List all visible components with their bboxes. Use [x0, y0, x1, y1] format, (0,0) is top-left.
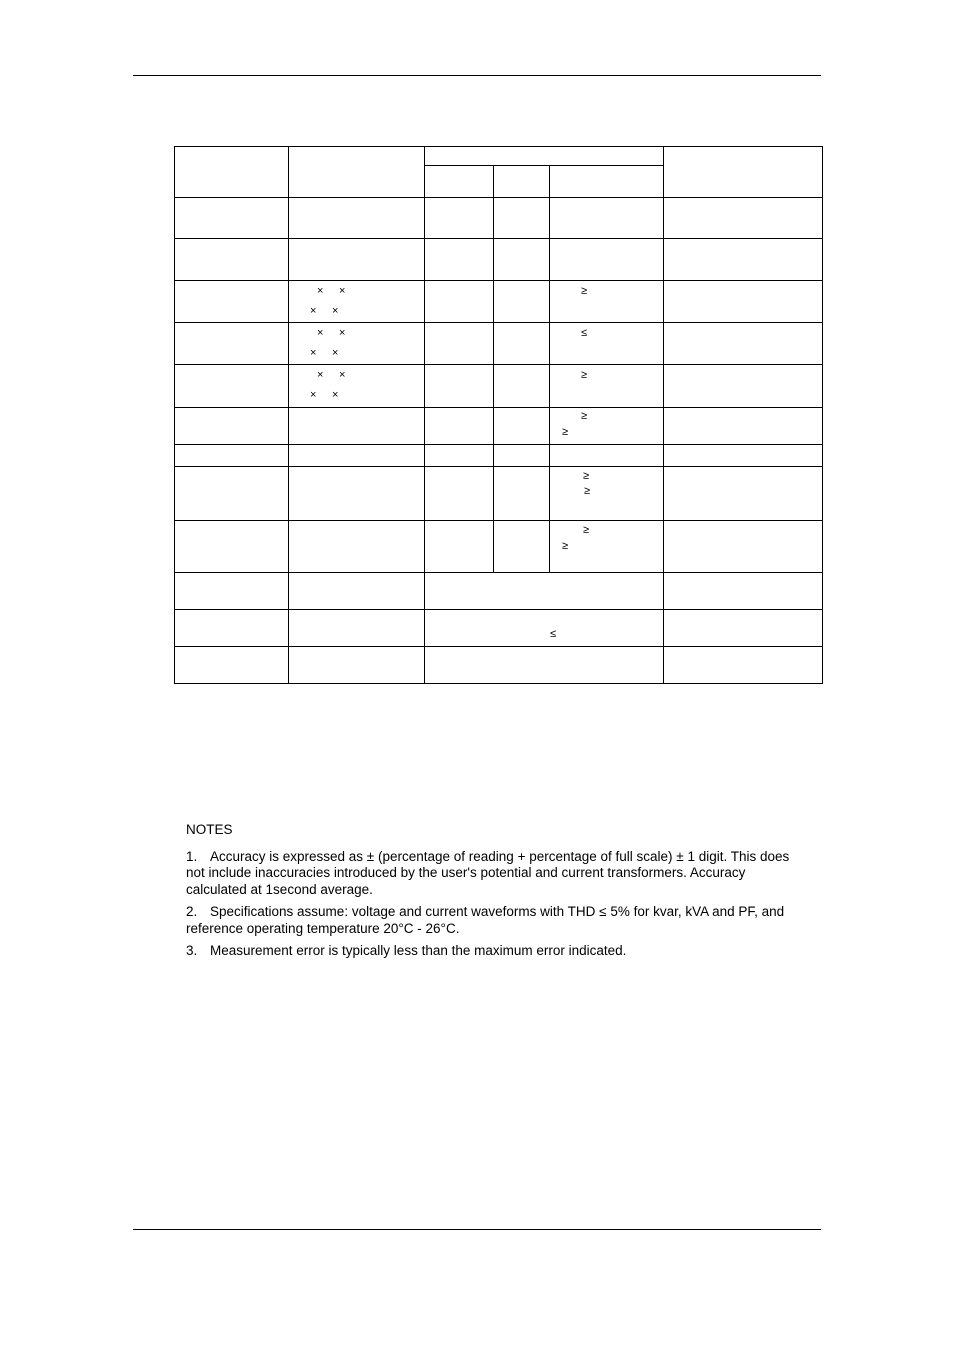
table-row	[175, 365, 823, 408]
table-cell	[550, 323, 664, 365]
table-cell	[289, 365, 425, 408]
table-cell	[550, 365, 664, 408]
table-cell	[664, 408, 823, 445]
table-cell	[425, 281, 494, 323]
note-number: 1.	[186, 848, 198, 864]
table-header-cell	[175, 147, 289, 198]
table-row	[175, 445, 823, 467]
table-cell	[550, 445, 664, 467]
note-text: Measurement error is typically less than the maximum error indicated.	[210, 943, 627, 958]
table-cell	[289, 647, 425, 684]
table-cell	[425, 610, 664, 647]
table-cell	[289, 467, 425, 521]
table-cell	[664, 647, 823, 684]
table-cell	[175, 521, 289, 573]
times-symbol: ×	[332, 389, 339, 401]
table-row	[175, 239, 823, 281]
specification-table	[174, 146, 823, 684]
table-cell	[175, 198, 289, 239]
table-cell	[494, 323, 550, 365]
note-item	[186, 904, 806, 937]
note-text: Specifications assume: voltage and current waveforms with THD ≤ 5% for kvar, kVA and PF, and reference operating temperature 20°C - 26°C.	[186, 904, 785, 936]
table-cell	[289, 198, 425, 239]
table-row	[175, 408, 823, 445]
times-symbol: ×	[317, 369, 324, 381]
table-row	[175, 647, 823, 684]
table-cell	[664, 365, 823, 408]
table-cell	[550, 198, 664, 239]
table-cell	[494, 467, 550, 521]
ge-symbol: ≥	[583, 524, 590, 536]
table-cell	[550, 408, 664, 445]
notes-heading: NOTES	[186, 822, 233, 837]
header-rule	[133, 75, 821, 76]
table-cell	[494, 198, 550, 239]
table-cell	[664, 467, 823, 521]
table-cell	[289, 281, 425, 323]
times-symbol: ×	[339, 327, 346, 339]
table-cell	[550, 521, 664, 573]
times-symbol: ×	[332, 347, 339, 359]
table-cell	[289, 521, 425, 573]
table-cell	[550, 281, 664, 323]
note-number: 3.	[186, 943, 198, 958]
times-symbol: ×	[310, 305, 317, 317]
table-cell	[175, 281, 289, 323]
table-row	[175, 323, 823, 365]
table-cell	[425, 445, 494, 467]
table-cell	[175, 467, 289, 521]
times-symbol: ×	[332, 305, 339, 317]
table-header-cell	[550, 166, 664, 198]
table-cell	[664, 521, 823, 573]
table-cell	[175, 445, 289, 467]
table-cell	[175, 239, 289, 281]
table-cell	[425, 198, 494, 239]
table-cell	[289, 573, 425, 610]
times-symbol: ×	[317, 327, 324, 339]
ge-symbol: ≥	[584, 485, 591, 497]
ge-symbol: ≥	[562, 426, 569, 438]
table-cell	[425, 323, 494, 365]
times-symbol: ×	[310, 347, 317, 359]
table-row	[175, 281, 823, 323]
times-symbol: ×	[339, 369, 346, 381]
table-cell	[289, 610, 425, 647]
table-cell	[289, 445, 425, 467]
table-cell	[664, 281, 823, 323]
note-number: 2.	[186, 904, 198, 919]
table-cell	[664, 573, 823, 610]
table-cell	[664, 198, 823, 239]
table-cell	[175, 573, 289, 610]
table-row	[175, 467, 823, 521]
table-row	[175, 573, 823, 610]
table-cell	[425, 647, 664, 684]
table-cell	[664, 239, 823, 281]
table-cell	[494, 521, 550, 573]
table-header-cell	[289, 147, 425, 198]
ge-symbol: ≥	[562, 540, 569, 552]
ge-symbol: ≥	[581, 369, 588, 381]
table-cell	[425, 365, 494, 408]
table-cell	[494, 365, 550, 408]
table-cell	[664, 445, 823, 467]
table-cell	[175, 610, 289, 647]
table-header-cell	[664, 147, 823, 198]
footer-rule	[133, 1229, 821, 1230]
times-symbol: ×	[310, 389, 317, 401]
table-cell	[425, 239, 494, 281]
table-cell	[425, 408, 494, 445]
le-symbol: ≤	[550, 628, 557, 640]
times-symbol: ×	[317, 285, 324, 297]
table-cell	[425, 467, 494, 521]
table-cell	[664, 610, 823, 647]
table-row	[175, 198, 823, 239]
table-cell	[175, 365, 289, 408]
le-symbol: ≤	[581, 327, 588, 339]
table-header-cell	[425, 166, 494, 198]
table-cell	[425, 521, 494, 573]
table-row	[175, 521, 823, 573]
notes-section	[186, 822, 806, 966]
ge-symbol: ≥	[581, 285, 588, 297]
note-item	[186, 849, 806, 899]
table-header-cell	[494, 166, 550, 198]
table-row	[175, 610, 823, 647]
table-cell	[175, 408, 289, 445]
table-cell	[289, 323, 425, 365]
table-cell	[175, 647, 289, 684]
table-cell	[494, 281, 550, 323]
note-text: Accuracy is expressed as ± (percentage of reading + percentage of full scale) ± 1 digit. This does not include inaccuracies introduced by the user's potential and current transformers. Accuracy calculated at 1second average.	[186, 848, 790, 897]
note-item	[186, 943, 806, 960]
table-cell	[494, 239, 550, 281]
times-symbol: ×	[339, 285, 346, 297]
table-cell	[425, 573, 664, 610]
table-cell	[289, 239, 425, 281]
table-cell	[289, 408, 425, 445]
ge-symbol: ≥	[583, 470, 590, 482]
table-header-cell	[425, 147, 664, 166]
table-cell	[494, 445, 550, 467]
table-cell	[550, 467, 664, 521]
table-cell	[494, 408, 550, 445]
table-cell	[550, 239, 664, 281]
ge-symbol: ≥	[581, 410, 588, 422]
notes-list	[186, 849, 806, 960]
table-cell	[175, 323, 289, 365]
table-cell	[664, 323, 823, 365]
